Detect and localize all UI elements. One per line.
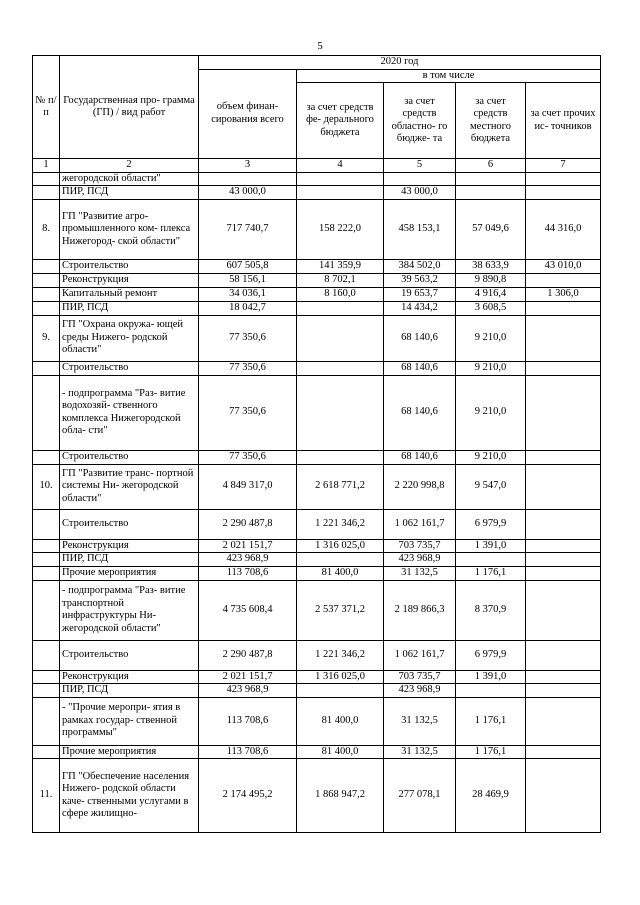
regional-amount: 68 140,6 bbox=[384, 361, 456, 375]
other-amount bbox=[526, 539, 601, 553]
program-name: ГП "Развитие транс- портной системы Ни- жегородской области" bbox=[60, 464, 199, 509]
row-number bbox=[33, 580, 60, 640]
regional-amount: 39 563,2 bbox=[384, 274, 456, 288]
total-amount: 4 849 317,0 bbox=[199, 464, 297, 509]
local-amount: 9 210,0 bbox=[456, 450, 526, 464]
row-number bbox=[33, 172, 60, 186]
regional-amount: 68 140,6 bbox=[384, 315, 456, 361]
other-amount: 44 316,0 bbox=[526, 200, 601, 260]
row-number: 10. bbox=[33, 464, 60, 509]
row-number bbox=[33, 450, 60, 464]
program-name: Реконструкция bbox=[60, 274, 199, 288]
federal-amount bbox=[297, 553, 384, 567]
program-name: Прочие мероприятия bbox=[60, 745, 199, 759]
table-row bbox=[33, 640, 601, 670]
other-amount bbox=[526, 274, 601, 288]
regional-amount: 1 062 161,7 bbox=[384, 509, 456, 539]
other-amount bbox=[526, 759, 601, 833]
row-number bbox=[33, 539, 60, 553]
local-amount: 6 979,9 bbox=[456, 509, 526, 539]
local-amount: 28 469,9 bbox=[456, 759, 526, 833]
row-number bbox=[33, 640, 60, 670]
other-amount: 43 010,0 bbox=[526, 260, 601, 274]
column-number-row bbox=[33, 159, 601, 173]
total-amount: 18 042,7 bbox=[199, 302, 297, 316]
table-row bbox=[33, 186, 601, 200]
regional-amount: 703 735,7 bbox=[384, 670, 456, 684]
header-program: Государственная про- грамма (ГП) / вид работ bbox=[60, 56, 199, 159]
table-row bbox=[33, 288, 601, 302]
other-amount bbox=[526, 684, 601, 698]
table-row bbox=[33, 567, 601, 581]
federal-amount bbox=[297, 450, 384, 464]
column-number: 6 bbox=[456, 159, 526, 173]
local-amount: 1 176,1 bbox=[456, 697, 526, 745]
program-name: Строительство bbox=[60, 361, 199, 375]
local-amount bbox=[456, 684, 526, 698]
table-row bbox=[33, 759, 601, 833]
program-name: Реконструкция bbox=[60, 670, 199, 684]
total-amount: 2 290 487,8 bbox=[199, 640, 297, 670]
total-amount bbox=[199, 172, 297, 186]
table-row bbox=[33, 361, 601, 375]
other-amount bbox=[526, 580, 601, 640]
other-amount bbox=[526, 361, 601, 375]
total-amount: 77 350,6 bbox=[199, 375, 297, 450]
other-amount bbox=[526, 745, 601, 759]
header-year: 2020 год bbox=[199, 56, 601, 70]
local-amount: 9 210,0 bbox=[456, 315, 526, 361]
federal-amount: 8 160,0 bbox=[297, 288, 384, 302]
local-amount: 57 049,6 bbox=[456, 200, 526, 260]
local-amount: 9 210,0 bbox=[456, 361, 526, 375]
local-amount bbox=[456, 186, 526, 200]
header-total: объем финан- сирования всего bbox=[199, 69, 297, 159]
program-name: Строительство bbox=[60, 509, 199, 539]
other-amount bbox=[526, 172, 601, 186]
federal-amount bbox=[297, 186, 384, 200]
other-amount bbox=[526, 375, 601, 450]
local-amount: 8 370,9 bbox=[456, 580, 526, 640]
other-amount bbox=[526, 567, 601, 581]
local-amount: 1 391,0 bbox=[456, 539, 526, 553]
row-number: 8. bbox=[33, 200, 60, 260]
regional-amount: 68 140,6 bbox=[384, 375, 456, 450]
total-amount: 2 174 495,2 bbox=[199, 759, 297, 833]
regional-amount bbox=[384, 172, 456, 186]
program-name: ПИР, ПСД bbox=[60, 186, 199, 200]
other-amount bbox=[526, 640, 601, 670]
program-name: ПИР, ПСД bbox=[60, 684, 199, 698]
total-amount: 77 350,6 bbox=[199, 315, 297, 361]
federal-amount: 81 400,0 bbox=[297, 697, 384, 745]
table-row bbox=[33, 697, 601, 745]
column-number: 7 bbox=[526, 159, 601, 173]
row-number bbox=[33, 670, 60, 684]
program-name: ПИР, ПСД bbox=[60, 302, 199, 316]
row-number: 11. bbox=[33, 759, 60, 833]
total-amount: 717 740,7 bbox=[199, 200, 297, 260]
regional-amount: 2 189 866,3 bbox=[384, 580, 456, 640]
local-amount: 3 608,5 bbox=[456, 302, 526, 316]
federal-amount bbox=[297, 172, 384, 186]
table-row bbox=[33, 580, 601, 640]
total-amount: 423 968,9 bbox=[199, 553, 297, 567]
local-amount: 6 979,9 bbox=[456, 640, 526, 670]
table-row bbox=[33, 200, 601, 260]
table-row bbox=[33, 553, 601, 567]
program-name: - подпрограмма "Раз- витие транспортной инфраструктуры Ни- жегородской области" bbox=[60, 580, 199, 640]
table-row bbox=[33, 315, 601, 361]
row-number bbox=[33, 302, 60, 316]
table-row bbox=[33, 670, 601, 684]
row-number bbox=[33, 553, 60, 567]
program-name: - подпрограмма "Раз- витие водохозяй- ственного комплекса Нижегородской обла- сти" bbox=[60, 375, 199, 450]
local-amount: 1 391,0 bbox=[456, 670, 526, 684]
federal-amount: 1 868 947,2 bbox=[297, 759, 384, 833]
federal-amount: 1 316 025,0 bbox=[297, 670, 384, 684]
table-row bbox=[33, 274, 601, 288]
table-row bbox=[33, 302, 601, 316]
program-name: Реконструкция bbox=[60, 539, 199, 553]
table-row bbox=[33, 509, 601, 539]
row-number bbox=[33, 697, 60, 745]
total-amount: 34 036,1 bbox=[199, 288, 297, 302]
row-number bbox=[33, 288, 60, 302]
federal-amount bbox=[297, 302, 384, 316]
table-row bbox=[33, 172, 601, 186]
program-name: Строительство bbox=[60, 450, 199, 464]
total-amount: 2 021 151,7 bbox=[199, 670, 297, 684]
row-number bbox=[33, 186, 60, 200]
total-amount: 423 968,9 bbox=[199, 684, 297, 698]
local-amount: 4 916,4 bbox=[456, 288, 526, 302]
other-amount bbox=[526, 670, 601, 684]
program-name: ГП "Охрана окружа- ющей среды Нижего- родской области" bbox=[60, 315, 199, 361]
total-amount: 113 708,6 bbox=[199, 745, 297, 759]
federal-amount bbox=[297, 315, 384, 361]
table-row bbox=[33, 745, 601, 759]
regional-amount: 384 502,0 bbox=[384, 260, 456, 274]
column-number: 1 bbox=[33, 159, 60, 173]
table-row bbox=[33, 539, 601, 553]
federal-amount: 81 400,0 bbox=[297, 745, 384, 759]
program-name: ПИР, ПСД bbox=[60, 553, 199, 567]
program-name: - "Прочие меропри- ятия в рамках государ- ственной программы" bbox=[60, 697, 199, 745]
row-number bbox=[33, 509, 60, 539]
row-number bbox=[33, 361, 60, 375]
total-amount: 43 000,0 bbox=[199, 186, 297, 200]
header-local: за счет средств местного бюджета bbox=[456, 83, 526, 159]
other-amount bbox=[526, 186, 601, 200]
row-number: 9. bbox=[33, 315, 60, 361]
local-amount: 9 210,0 bbox=[456, 375, 526, 450]
regional-amount: 31 132,5 bbox=[384, 567, 456, 581]
row-number bbox=[33, 745, 60, 759]
federal-amount: 158 222,0 bbox=[297, 200, 384, 260]
header-regional: за счет средств областно- го бюдже- та bbox=[384, 83, 456, 159]
federal-amount: 81 400,0 bbox=[297, 567, 384, 581]
row-number bbox=[33, 260, 60, 274]
total-amount: 4 735 608,4 bbox=[199, 580, 297, 640]
regional-amount: 68 140,6 bbox=[384, 450, 456, 464]
regional-amount: 423 968,9 bbox=[384, 684, 456, 698]
federal-amount bbox=[297, 375, 384, 450]
program-name: Прочие мероприятия bbox=[60, 567, 199, 581]
header-other: за счет прочих ис- точников bbox=[526, 83, 601, 159]
local-amount: 9 547,0 bbox=[456, 464, 526, 509]
other-amount bbox=[526, 553, 601, 567]
local-amount bbox=[456, 172, 526, 186]
regional-amount: 14 434,2 bbox=[384, 302, 456, 316]
table-row bbox=[33, 464, 601, 509]
local-amount: 1 176,1 bbox=[456, 567, 526, 581]
program-name: ГП "Обеспечение населения Нижего- родской области каче- ственными услугами в сфере жилищно- bbox=[60, 759, 199, 833]
table-row bbox=[33, 375, 601, 450]
federal-amount: 2 618 771,2 bbox=[297, 464, 384, 509]
federal-amount bbox=[297, 684, 384, 698]
row-number bbox=[33, 375, 60, 450]
total-amount: 58 156,1 bbox=[199, 274, 297, 288]
column-number: 3 bbox=[199, 159, 297, 173]
other-amount bbox=[526, 315, 601, 361]
regional-amount: 423 968,9 bbox=[384, 553, 456, 567]
total-amount: 77 350,6 bbox=[199, 450, 297, 464]
federal-amount: 1 221 346,2 bbox=[297, 640, 384, 670]
row-number bbox=[33, 567, 60, 581]
header-including: в том числе bbox=[297, 69, 601, 83]
other-amount: 1 306,0 bbox=[526, 288, 601, 302]
page-number: 5 bbox=[317, 40, 323, 52]
other-amount bbox=[526, 450, 601, 464]
regional-amount: 19 653,7 bbox=[384, 288, 456, 302]
total-amount: 113 708,6 bbox=[199, 567, 297, 581]
header-row-number: № п/ п bbox=[33, 56, 60, 159]
other-amount bbox=[526, 697, 601, 745]
regional-amount: 277 078,1 bbox=[384, 759, 456, 833]
local-amount bbox=[456, 553, 526, 567]
table-row bbox=[33, 684, 601, 698]
program-name: Строительство bbox=[60, 260, 199, 274]
regional-amount: 31 132,5 bbox=[384, 745, 456, 759]
total-amount: 2 021 151,7 bbox=[199, 539, 297, 553]
local-amount: 9 890,8 bbox=[456, 274, 526, 288]
column-number: 4 bbox=[297, 159, 384, 173]
regional-amount: 31 132,5 bbox=[384, 697, 456, 745]
regional-amount: 1 062 161,7 bbox=[384, 640, 456, 670]
financing-table bbox=[32, 55, 601, 833]
regional-amount: 703 735,7 bbox=[384, 539, 456, 553]
federal-amount: 2 537 371,2 bbox=[297, 580, 384, 640]
other-amount bbox=[526, 302, 601, 316]
federal-amount: 1 221 346,2 bbox=[297, 509, 384, 539]
regional-amount: 458 153,1 bbox=[384, 200, 456, 260]
column-number: 5 bbox=[384, 159, 456, 173]
total-amount: 113 708,6 bbox=[199, 697, 297, 745]
row-number bbox=[33, 684, 60, 698]
total-amount: 607 505,8 bbox=[199, 260, 297, 274]
program-name: ГП "Развитие агро- промышленного ком- плекса Нижегород- ской области" bbox=[60, 200, 199, 260]
column-number: 2 bbox=[60, 159, 199, 173]
other-amount bbox=[526, 509, 601, 539]
federal-amount: 1 316 025,0 bbox=[297, 539, 384, 553]
row-number bbox=[33, 274, 60, 288]
total-amount: 77 350,6 bbox=[199, 361, 297, 375]
table-row bbox=[33, 260, 601, 274]
local-amount: 1 176,1 bbox=[456, 745, 526, 759]
other-amount bbox=[526, 464, 601, 509]
program-name: Капитальный ремонт bbox=[60, 288, 199, 302]
regional-amount: 2 220 998,8 bbox=[384, 464, 456, 509]
program-name: Строительство bbox=[60, 640, 199, 670]
program-name: жегородской области" bbox=[60, 172, 199, 186]
regional-amount: 43 000,0 bbox=[384, 186, 456, 200]
local-amount: 38 633,9 bbox=[456, 260, 526, 274]
federal-amount bbox=[297, 361, 384, 375]
table-row bbox=[33, 450, 601, 464]
federal-amount: 141 359,9 bbox=[297, 260, 384, 274]
federal-amount: 8 702,1 bbox=[297, 274, 384, 288]
header-federal: за счет средств фе- дерального бюджета bbox=[297, 83, 384, 159]
total-amount: 2 290 487,8 bbox=[199, 509, 297, 539]
